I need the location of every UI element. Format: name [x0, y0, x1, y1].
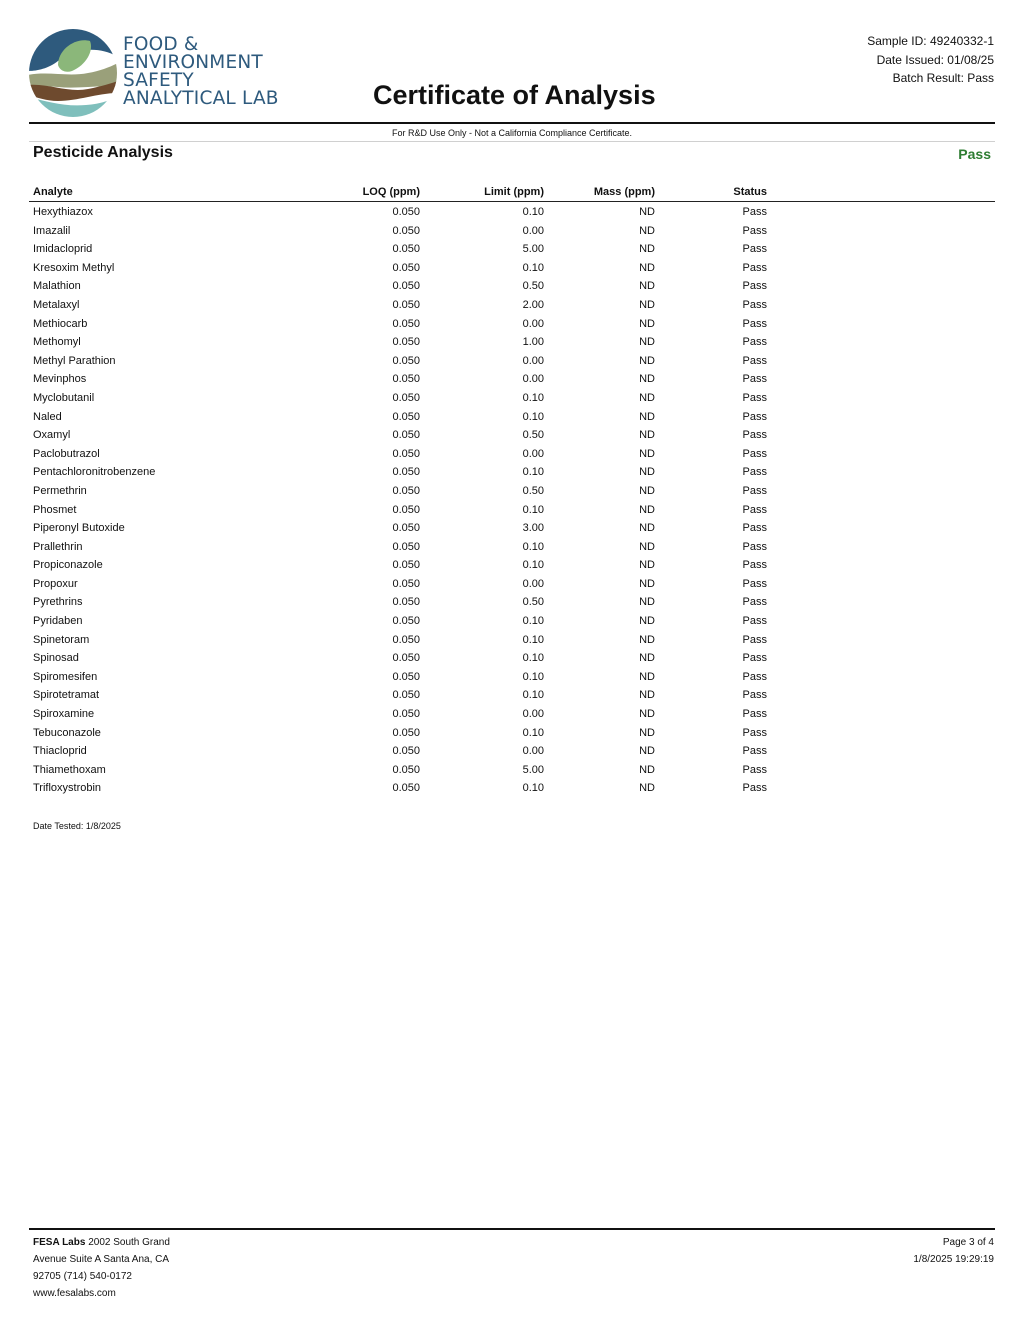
mass-cell: ND [639, 652, 655, 665]
limit-cell: 0.50 [522, 484, 544, 497]
limit-cell: 3.00 [522, 522, 544, 535]
limit-cell: 0.10 [522, 652, 544, 665]
loq-cell: 0.050 [392, 540, 420, 553]
mass-cell: ND [639, 559, 655, 572]
status-cell: Pass [742, 670, 767, 683]
table-row [0, 761, 1024, 780]
status-cell: Pass [742, 596, 767, 609]
mass-cell: ND [639, 447, 655, 460]
table-row [0, 779, 1024, 798]
col-limit: Limit (ppm) [484, 186, 544, 198]
limit-cell: 0.10 [522, 670, 544, 683]
limit-cell: 0.10 [522, 206, 544, 218]
logo-line-3: SAFETY [123, 70, 194, 91]
table-row [0, 408, 1024, 427]
lab-name-logo-text [123, 36, 279, 108]
analyte-cell: Pyridaben [33, 615, 83, 628]
limit-cell: 0.10 [522, 559, 544, 572]
loq-cell: 0.050 [392, 503, 420, 516]
analyte-cell: Spiroxamine [33, 708, 95, 721]
analyte-cell: Imazalil [33, 224, 71, 237]
footer-company: FESA Labs [33, 1237, 86, 1248]
limit-cell: 0.10 [522, 726, 544, 739]
limit-cell: 0.50 [522, 280, 544, 293]
loq-cell: 0.050 [392, 559, 420, 572]
analyte-cell: Kresoxim Methyl [33, 261, 115, 274]
loq-cell: 0.050 [392, 466, 420, 479]
limit-cell: 0.10 [522, 261, 544, 274]
analyte-table-body [0, 203, 1024, 798]
limit-cell: 0.10 [522, 540, 544, 553]
table-row [0, 259, 1024, 278]
analyte-cell: Imidacloprid [33, 243, 93, 256]
table-row [0, 222, 1024, 241]
table-row [0, 686, 1024, 705]
loq-cell: 0.050 [392, 596, 420, 609]
mass-cell: ND [639, 763, 655, 776]
status-cell: Pass [742, 373, 767, 386]
analyte-cell: Thiacloprid [33, 745, 87, 758]
loq-cell: 0.050 [392, 243, 420, 256]
loq-cell: 0.050 [392, 782, 420, 795]
limit-cell: 0.10 [522, 782, 544, 795]
loq-cell: 0.050 [392, 726, 420, 739]
mass-cell: ND [639, 261, 655, 274]
table-row [0, 519, 1024, 538]
analyte-cell: Hexythiazox [33, 206, 93, 218]
table-row [0, 333, 1024, 352]
limit-cell: 5.00 [522, 243, 544, 256]
loq-cell: 0.050 [392, 484, 420, 497]
loq-cell: 0.050 [392, 577, 420, 590]
print-timestamp: 1/8/2025 19:29:19 [913, 1254, 994, 1265]
limit-cell: 0.10 [522, 503, 544, 516]
table-row [0, 203, 1024, 222]
status-cell: Pass [742, 410, 767, 423]
sample-meta [867, 32, 994, 88]
status-cell: Pass [742, 206, 767, 218]
mass-cell: ND [639, 224, 655, 237]
status-cell: Pass [742, 633, 767, 646]
loq-cell: 0.050 [392, 391, 420, 404]
status-cell: Pass [742, 503, 767, 516]
status-cell: Pass [742, 689, 767, 702]
limit-cell: 0.00 [522, 745, 544, 758]
logo-line-2: ENVIRONMENT [123, 52, 263, 73]
status-cell: Pass [742, 298, 767, 311]
status-cell: Pass [742, 391, 767, 404]
footer-meta [913, 1234, 994, 1268]
mass-cell: ND [639, 206, 655, 218]
loq-cell: 0.050 [392, 336, 420, 349]
limit-cell: 0.10 [522, 689, 544, 702]
status-cell: Pass [742, 540, 767, 553]
limit-cell: 0.00 [522, 373, 544, 386]
mass-cell: ND [639, 577, 655, 590]
table-row [0, 315, 1024, 334]
col-analyte: Analyte [33, 186, 73, 198]
limit-cell: 0.10 [522, 410, 544, 423]
table-row [0, 742, 1024, 761]
section-result-badge: Pass [958, 146, 991, 162]
mass-cell: ND [639, 298, 655, 311]
date-tested: Date Tested: 1/8/2025 [33, 821, 121, 831]
status-cell: Pass [742, 559, 767, 572]
status-cell: Pass [742, 782, 767, 795]
analyte-cell: Malathion [33, 280, 81, 293]
sample-id: Sample ID: 49240332-1 [867, 34, 994, 48]
mass-cell: ND [639, 633, 655, 646]
mass-cell: ND [639, 410, 655, 423]
mass-cell: ND [639, 243, 655, 256]
limit-cell: 0.00 [522, 224, 544, 237]
loq-cell: 0.050 [392, 447, 420, 460]
analyte-cell: Naled [33, 410, 62, 423]
col-status: Status [733, 186, 767, 198]
mass-cell: ND [639, 782, 655, 795]
col-loq: LOQ (ppm) [362, 186, 420, 198]
status-cell: Pass [742, 577, 767, 590]
table-row [0, 593, 1024, 612]
table-row [0, 668, 1024, 687]
footer-divider [29, 1228, 995, 1230]
analyte-cell: Spirotetramat [33, 689, 100, 702]
logo-line-4: ANALYTICAL LAB [123, 88, 279, 109]
analyte-cell: Trifloxystrobin [33, 782, 102, 795]
footer-address-line-1: 2002 South Grand [85, 1237, 170, 1248]
table-row [0, 389, 1024, 408]
loq-cell: 0.050 [392, 652, 420, 665]
analyte-cell: Tebuconazole [33, 726, 101, 739]
loq-cell: 0.050 [392, 429, 420, 442]
mass-cell: ND [639, 540, 655, 553]
loq-cell: 0.050 [392, 224, 420, 237]
loq-cell: 0.050 [392, 633, 420, 646]
document-title: Certificate of Analysis [373, 80, 656, 110]
mass-cell: ND [639, 670, 655, 683]
limit-cell: 0.00 [522, 708, 544, 721]
mass-cell: ND [639, 466, 655, 479]
table-row [0, 296, 1024, 315]
mass-cell: ND [639, 336, 655, 349]
table-row [0, 240, 1024, 259]
table-header-divider [29, 201, 995, 202]
mass-cell: ND [639, 317, 655, 330]
loq-cell: 0.050 [392, 280, 420, 293]
status-cell: Pass [742, 243, 767, 256]
analyte-cell: Metalaxyl [33, 298, 80, 311]
loq-cell: 0.050 [392, 373, 420, 386]
limit-cell: 0.10 [522, 615, 544, 628]
analyte-cell: Paclobutrazol [33, 447, 100, 460]
loq-cell: 0.050 [392, 410, 420, 423]
limit-cell: 0.50 [522, 429, 544, 442]
analyte-cell: Propiconazole [33, 559, 103, 572]
status-cell: Pass [742, 224, 767, 237]
mass-cell: ND [639, 373, 655, 386]
mass-cell: ND [639, 280, 655, 293]
status-cell: Pass [742, 280, 767, 293]
footer-address-line-2: Avenue Suite A Santa Ana, CA [33, 1254, 170, 1265]
mass-cell: ND [639, 689, 655, 702]
mass-cell: ND [639, 503, 655, 516]
loq-cell: 0.050 [392, 689, 420, 702]
analyte-cell: Mevinphos [33, 373, 87, 386]
analyte-cell: Pentachloronitrobenzene [33, 466, 156, 479]
footer-website: www.fesalabs.com [33, 1288, 116, 1299]
analyte-cell: Methomyl [33, 336, 81, 349]
limit-cell: 1.00 [522, 336, 544, 349]
analyte-cell: Spiromesifen [33, 670, 98, 683]
analyte-cell: Spinosad [33, 652, 79, 665]
analyte-cell: Prallethrin [33, 540, 83, 553]
logo-line-1: FOOD & [123, 34, 199, 55]
mass-cell: ND [639, 745, 655, 758]
table-row [0, 705, 1024, 724]
limit-cell: 2.00 [522, 298, 544, 311]
status-cell: Pass [742, 336, 767, 349]
table-row [0, 370, 1024, 389]
status-cell: Pass [742, 726, 767, 739]
date-issued: Date Issued: 01/08/25 [876, 52, 994, 67]
status-cell: Pass [742, 522, 767, 535]
analyte-cell: Thiamethoxam [33, 763, 106, 776]
section-title: Pesticide Analysis [33, 144, 173, 161]
table-row [0, 352, 1024, 371]
status-cell: Pass [742, 484, 767, 497]
status-cell: Pass [742, 615, 767, 628]
status-cell: Pass [742, 763, 767, 776]
header-divider [29, 122, 995, 124]
table-row [0, 501, 1024, 520]
analyte-cell: Propoxur [33, 577, 78, 590]
limit-cell: 5.00 [522, 763, 544, 776]
loq-cell: 0.050 [392, 670, 420, 683]
loq-cell: 0.050 [392, 261, 420, 274]
mass-cell: ND [639, 522, 655, 535]
mass-cell: ND [639, 429, 655, 442]
limit-cell: 0.00 [522, 447, 544, 460]
status-cell: Pass [742, 652, 767, 665]
col-mass: Mass (ppm) [593, 186, 655, 198]
status-cell: Pass [742, 708, 767, 721]
limit-cell: 0.00 [522, 317, 544, 330]
analyte-cell: Pyrethrins [33, 596, 83, 609]
status-cell: Pass [742, 317, 767, 330]
footer-address [33, 1234, 170, 1302]
limit-cell: 0.00 [522, 577, 544, 590]
table-row [0, 612, 1024, 631]
mass-cell: ND [639, 726, 655, 739]
lab-logo-icon [28, 27, 118, 119]
table-row [0, 482, 1024, 501]
footer-address-line-3: 92705 (714) 540-0172 [33, 1271, 132, 1282]
analyte-cell: Piperonyl Butoxide [33, 522, 125, 535]
loq-cell: 0.050 [392, 615, 420, 628]
mass-cell: ND [639, 708, 655, 721]
table-row [0, 277, 1024, 296]
table-header [0, 186, 1024, 202]
analyte-cell: Oxamyl [33, 429, 71, 442]
status-cell: Pass [742, 354, 767, 367]
analyte-cell: Myclobutanil [33, 391, 95, 404]
mass-cell: ND [639, 354, 655, 367]
status-cell: Pass [742, 466, 767, 479]
loq-cell: 0.050 [392, 317, 420, 330]
limit-cell: 0.10 [522, 391, 544, 404]
loq-cell: 0.050 [392, 763, 420, 776]
mass-cell: ND [639, 596, 655, 609]
analyte-cell: Phosmet [33, 503, 77, 516]
status-cell: Pass [742, 447, 767, 460]
disclaimer: For R&D Use Only - Not a California Compliance Certificate. [391, 128, 633, 138]
mass-cell: ND [639, 484, 655, 497]
limit-cell: 0.00 [522, 354, 544, 367]
table-row [0, 575, 1024, 594]
loq-cell: 0.050 [392, 745, 420, 758]
status-cell: Pass [742, 261, 767, 274]
status-cell: Pass [742, 745, 767, 758]
analyte-cell: Permethrin [33, 484, 87, 497]
table-row [0, 426, 1024, 445]
mass-cell: ND [639, 615, 655, 628]
table-row [0, 556, 1024, 575]
limit-cell: 0.10 [522, 466, 544, 479]
loq-cell: 0.050 [392, 708, 420, 721]
table-row [0, 649, 1024, 668]
table-row [0, 463, 1024, 482]
table-row [0, 631, 1024, 650]
status-cell: Pass [742, 429, 767, 442]
analyte-cell: Methiocarb [33, 317, 88, 330]
mass-cell: ND [639, 391, 655, 404]
loq-cell: 0.050 [392, 354, 420, 367]
limit-cell: 0.10 [522, 633, 544, 646]
loq-cell: 0.050 [392, 522, 420, 535]
limit-cell: 0.50 [522, 596, 544, 609]
analyte-cell: Methyl Parathion [33, 354, 116, 367]
disclaimer-divider [29, 141, 995, 142]
loq-cell: 0.050 [392, 298, 420, 311]
table-row [0, 445, 1024, 464]
analyte-cell: Spinetoram [33, 633, 90, 646]
batch-result: Batch Result: Pass [892, 71, 994, 85]
page-number: Page 3 of 4 [942, 1237, 994, 1248]
table-row [0, 538, 1024, 557]
loq-cell: 0.050 [392, 206, 420, 218]
table-row [0, 724, 1024, 743]
